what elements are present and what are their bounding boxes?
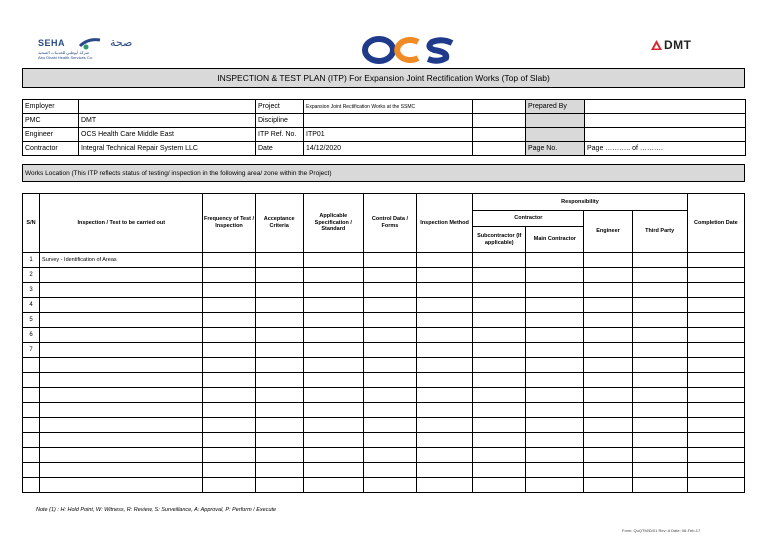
row-cell xyxy=(632,283,687,298)
row-cell xyxy=(687,268,744,283)
spacer-cell xyxy=(473,142,526,156)
table-row xyxy=(23,388,745,403)
row-sn xyxy=(23,418,40,433)
row-cell xyxy=(255,343,303,358)
row-cell xyxy=(526,328,584,343)
row-cell xyxy=(417,403,473,418)
row-cell xyxy=(303,283,363,298)
row-cell xyxy=(687,358,744,373)
row-cell xyxy=(473,328,526,343)
row-cell xyxy=(303,403,363,418)
row-cell xyxy=(255,478,303,493)
row-cell xyxy=(473,433,526,448)
row-cell xyxy=(303,298,363,313)
engineer-label: Engineer xyxy=(23,128,79,142)
engineer-value: OCS Health Care Middle East xyxy=(79,128,256,142)
row-cell xyxy=(363,358,416,373)
row-cell xyxy=(255,403,303,418)
row-cell xyxy=(303,463,363,478)
row-cell xyxy=(584,448,632,463)
row-cell xyxy=(473,313,526,328)
row-cell xyxy=(526,253,584,268)
row-cell xyxy=(584,358,632,373)
row-activity xyxy=(40,373,203,388)
row-cell xyxy=(526,313,584,328)
seha-logo xyxy=(38,36,158,64)
row-cell xyxy=(255,433,303,448)
itp-table xyxy=(22,193,745,493)
row-cell xyxy=(632,343,687,358)
itp-ref-label: ITP Ref. No. xyxy=(256,128,304,142)
row-cell xyxy=(203,328,255,343)
project-value: Expansion Joint Rectification Works at the SSMC xyxy=(304,100,473,114)
row-activity xyxy=(40,343,203,358)
row-cell xyxy=(255,358,303,373)
prepared-by-label: Prepared By xyxy=(526,100,585,114)
table-row xyxy=(23,343,745,358)
row-sn xyxy=(23,373,40,388)
table-row xyxy=(23,448,745,463)
row-cell xyxy=(526,463,584,478)
row-activity xyxy=(40,313,203,328)
row-cell xyxy=(363,433,416,448)
row-cell xyxy=(632,358,687,373)
responsibility-header: Responsibility xyxy=(473,194,688,211)
row-cell xyxy=(632,463,687,478)
seha-logo-english-line: Abu Dhabi Health Services Co. xyxy=(38,55,94,60)
row-cell xyxy=(203,358,255,373)
row-cell xyxy=(363,448,416,463)
row-cell xyxy=(584,343,632,358)
row-cell xyxy=(417,448,473,463)
spacer-cell xyxy=(473,114,526,128)
row-cell xyxy=(363,463,416,478)
row-cell xyxy=(417,343,473,358)
row-sn: 5 xyxy=(23,313,40,328)
table-row xyxy=(23,268,745,283)
row-cell xyxy=(255,463,303,478)
row-cell xyxy=(632,313,687,328)
employer-label: Employer xyxy=(23,100,79,114)
table-row xyxy=(23,328,745,343)
row-cell xyxy=(363,418,416,433)
row-activity xyxy=(40,328,203,343)
row-cell xyxy=(632,253,687,268)
row-cell xyxy=(473,298,526,313)
row-cell xyxy=(303,268,363,283)
row-cell xyxy=(526,478,584,493)
row-activity xyxy=(40,418,203,433)
row-activity xyxy=(40,433,203,448)
table-row xyxy=(23,253,745,268)
row-cell xyxy=(687,298,744,313)
row-cell xyxy=(526,268,584,283)
dmt-triangle-icon xyxy=(651,40,662,51)
acceptance-header: Acceptance Criteria xyxy=(255,194,303,253)
row-cell xyxy=(363,313,416,328)
activity-header: Inspection / Test to be carried out xyxy=(40,194,203,253)
row-cell xyxy=(473,283,526,298)
prepared-by-value xyxy=(585,100,746,114)
row-cell xyxy=(526,448,584,463)
row-sn: 6 xyxy=(23,328,40,343)
row-cell xyxy=(255,373,303,388)
row-cell xyxy=(632,328,687,343)
contractor-header: Contractor xyxy=(473,211,584,227)
row-cell xyxy=(526,373,584,388)
row-cell xyxy=(255,448,303,463)
row-cell xyxy=(363,388,416,403)
row-cell xyxy=(203,313,255,328)
row-cell xyxy=(473,373,526,388)
itp-ref-value: ITP01 xyxy=(304,128,473,142)
row-cell xyxy=(417,373,473,388)
third-party-header: Third Party xyxy=(632,211,687,253)
row-activity xyxy=(40,283,203,298)
page-no-label: Page No. xyxy=(526,142,585,156)
row-cell xyxy=(687,313,744,328)
document-title: INSPECTION & TEST PLAN (ITP) For Expansion Joint Rectification Works (Top of Slab) xyxy=(22,68,745,88)
header-info-table xyxy=(22,99,746,156)
row-cell xyxy=(526,403,584,418)
row-cell xyxy=(473,463,526,478)
row-cell xyxy=(632,268,687,283)
row-activity xyxy=(40,358,203,373)
row-cell xyxy=(203,463,255,478)
frequency-header: Frequency of Test / Inspection xyxy=(203,194,255,253)
form-footer: Form: QuQTM/D/01 Rev: A Date: 08-Feb-17 xyxy=(622,528,701,533)
row-cell xyxy=(473,358,526,373)
seha-logo-arabic-line: شركة أبوظبي للخدمات الصحية xyxy=(38,50,90,55)
table-row xyxy=(23,358,745,373)
row-cell xyxy=(526,343,584,358)
row-cell xyxy=(255,268,303,283)
row-cell xyxy=(584,283,632,298)
employer-value xyxy=(79,100,256,114)
row-sn: 4 xyxy=(23,298,40,313)
row-cell xyxy=(417,418,473,433)
row-activity xyxy=(40,463,203,478)
row-cell xyxy=(632,478,687,493)
date-label: Date xyxy=(256,142,304,156)
row-sn xyxy=(23,358,40,373)
row-cell xyxy=(632,403,687,418)
row-cell xyxy=(203,433,255,448)
grey-cell xyxy=(526,114,585,128)
row-activity xyxy=(40,478,203,493)
row-cell xyxy=(255,298,303,313)
row-cell xyxy=(687,433,744,448)
row-cell xyxy=(203,373,255,388)
row-cell xyxy=(363,298,416,313)
legend-note: Note (1) : H: Hold Point, W: Witness, R: Review, S: Surveillance, A: Approval, P: Perform / Execute xyxy=(36,507,277,513)
row-cell xyxy=(632,418,687,433)
row-cell xyxy=(363,253,416,268)
row-cell xyxy=(584,388,632,403)
row-cell xyxy=(473,478,526,493)
row-cell xyxy=(303,448,363,463)
row-cell xyxy=(303,358,363,373)
row-activity: Survey - Identification of Areas xyxy=(40,253,203,268)
row-cell xyxy=(687,343,744,358)
row-cell xyxy=(363,373,416,388)
row-cell xyxy=(203,403,255,418)
row-cell xyxy=(203,283,255,298)
row-cell xyxy=(473,253,526,268)
row-sn: 1 xyxy=(23,253,40,268)
row-sn xyxy=(23,403,40,418)
row-cell xyxy=(632,388,687,403)
row-cell xyxy=(473,403,526,418)
row-cell xyxy=(417,313,473,328)
row-cell xyxy=(687,463,744,478)
row-cell xyxy=(303,313,363,328)
dmt-logo xyxy=(651,38,711,54)
row-cell xyxy=(417,463,473,478)
pmc-label: PMC xyxy=(23,114,79,128)
contractor-value: Integral Technical Repair System LLC xyxy=(79,142,256,156)
row-cell xyxy=(203,343,255,358)
table-row xyxy=(23,463,745,478)
row-activity xyxy=(40,448,203,463)
table-row xyxy=(23,433,745,448)
row-cell xyxy=(526,433,584,448)
row-cell xyxy=(687,373,744,388)
row-cell xyxy=(303,478,363,493)
row-sn xyxy=(23,478,40,493)
row-sn: 7 xyxy=(23,343,40,358)
row-cell xyxy=(584,313,632,328)
row-cell xyxy=(526,283,584,298)
table-row xyxy=(23,313,745,328)
row-cell xyxy=(303,373,363,388)
row-cell xyxy=(584,373,632,388)
row-cell xyxy=(255,328,303,343)
row-cell xyxy=(303,253,363,268)
spacer-cell xyxy=(585,114,746,128)
row-cell xyxy=(363,268,416,283)
row-cell xyxy=(203,253,255,268)
row-sn: 2 xyxy=(23,268,40,283)
discipline-value xyxy=(304,114,473,128)
contractor-label: Contractor xyxy=(23,142,79,156)
dmt-logo-text: DMT xyxy=(664,38,692,52)
row-cell xyxy=(687,448,744,463)
row-cell xyxy=(687,388,744,403)
row-sn xyxy=(23,433,40,448)
row-cell xyxy=(417,433,473,448)
row-cell xyxy=(417,328,473,343)
row-cell xyxy=(584,463,632,478)
row-cell xyxy=(632,373,687,388)
row-cell xyxy=(417,268,473,283)
row-cell xyxy=(584,253,632,268)
row-cell xyxy=(417,253,473,268)
row-cell xyxy=(203,298,255,313)
row-activity xyxy=(40,388,203,403)
row-cell xyxy=(417,388,473,403)
row-cell xyxy=(473,343,526,358)
row-cell xyxy=(584,328,632,343)
row-cell xyxy=(584,268,632,283)
date-value: 14/12/2020 xyxy=(304,142,473,156)
row-cell xyxy=(526,298,584,313)
row-cell xyxy=(632,448,687,463)
row-cell xyxy=(363,403,416,418)
row-cell xyxy=(687,418,744,433)
works-location: Works Location (This ITP reflects status of testing/ inspection in the following area/ zone within the Project) xyxy=(22,164,745,182)
row-cell xyxy=(417,283,473,298)
control-header: Control Data / Forms xyxy=(363,194,416,253)
spacer-cell xyxy=(473,128,526,142)
row-cell xyxy=(303,328,363,343)
table-row xyxy=(23,373,745,388)
engineer-header: Engineer xyxy=(584,211,632,253)
subcontractor-header: Subcontractor (If applicable) xyxy=(473,227,526,253)
row-cell xyxy=(255,418,303,433)
row-cell xyxy=(303,433,363,448)
main-contractor-header: Main Contractor xyxy=(526,227,584,253)
row-cell xyxy=(473,418,526,433)
row-cell xyxy=(363,283,416,298)
row-cell xyxy=(203,388,255,403)
row-cell xyxy=(417,358,473,373)
completion-header: Completion Date xyxy=(687,194,744,253)
row-cell xyxy=(473,448,526,463)
row-cell xyxy=(687,283,744,298)
table-row xyxy=(23,418,745,433)
row-cell xyxy=(687,328,744,343)
row-cell xyxy=(203,478,255,493)
row-cell xyxy=(584,298,632,313)
row-cell xyxy=(687,253,744,268)
row-sn xyxy=(23,448,40,463)
row-cell xyxy=(255,283,303,298)
pmc-value: DMT xyxy=(79,114,256,128)
row-activity xyxy=(40,298,203,313)
ocs-logo xyxy=(362,34,456,66)
seha-logo-word: SEHA xyxy=(38,38,66,48)
project-label: Project xyxy=(256,100,304,114)
sn-header: S/N xyxy=(23,194,40,253)
row-activity xyxy=(40,268,203,283)
row-cell xyxy=(417,478,473,493)
row-cell xyxy=(255,253,303,268)
row-cell xyxy=(363,328,416,343)
row-cell xyxy=(632,433,687,448)
row-cell xyxy=(255,313,303,328)
row-cell xyxy=(526,388,584,403)
discipline-label: Discipline xyxy=(256,114,304,128)
row-sn xyxy=(23,463,40,478)
table-row xyxy=(23,478,745,493)
table-row xyxy=(23,298,745,313)
seha-logo-arabic: صحة xyxy=(110,37,133,49)
row-cell xyxy=(203,448,255,463)
page-value: Page ……….. of ………. xyxy=(585,142,746,156)
row-cell xyxy=(632,298,687,313)
table-row xyxy=(23,283,745,298)
row-cell xyxy=(203,268,255,283)
row-cell xyxy=(584,418,632,433)
row-sn: 3 xyxy=(23,283,40,298)
row-cell xyxy=(526,418,584,433)
row-cell xyxy=(255,388,303,403)
row-cell xyxy=(203,418,255,433)
row-cell xyxy=(584,478,632,493)
grey-cell xyxy=(526,128,585,142)
row-cell xyxy=(687,403,744,418)
spacer-cell xyxy=(473,100,526,114)
specification-header: Applicable Specification / Standard xyxy=(303,194,363,253)
table-row xyxy=(23,403,745,418)
row-cell xyxy=(473,388,526,403)
row-cell xyxy=(363,478,416,493)
row-activity xyxy=(40,403,203,418)
row-cell xyxy=(303,343,363,358)
row-cell xyxy=(526,358,584,373)
row-cell xyxy=(417,298,473,313)
row-cell xyxy=(584,403,632,418)
method-header: Inspection Method xyxy=(417,194,473,253)
row-cell xyxy=(584,433,632,448)
row-cell xyxy=(363,343,416,358)
seha-swoosh-icon xyxy=(78,36,104,50)
row-cell xyxy=(303,388,363,403)
row-cell xyxy=(473,268,526,283)
row-sn xyxy=(23,388,40,403)
spacer-cell xyxy=(585,128,746,142)
row-cell xyxy=(303,418,363,433)
row-cell xyxy=(687,478,744,493)
